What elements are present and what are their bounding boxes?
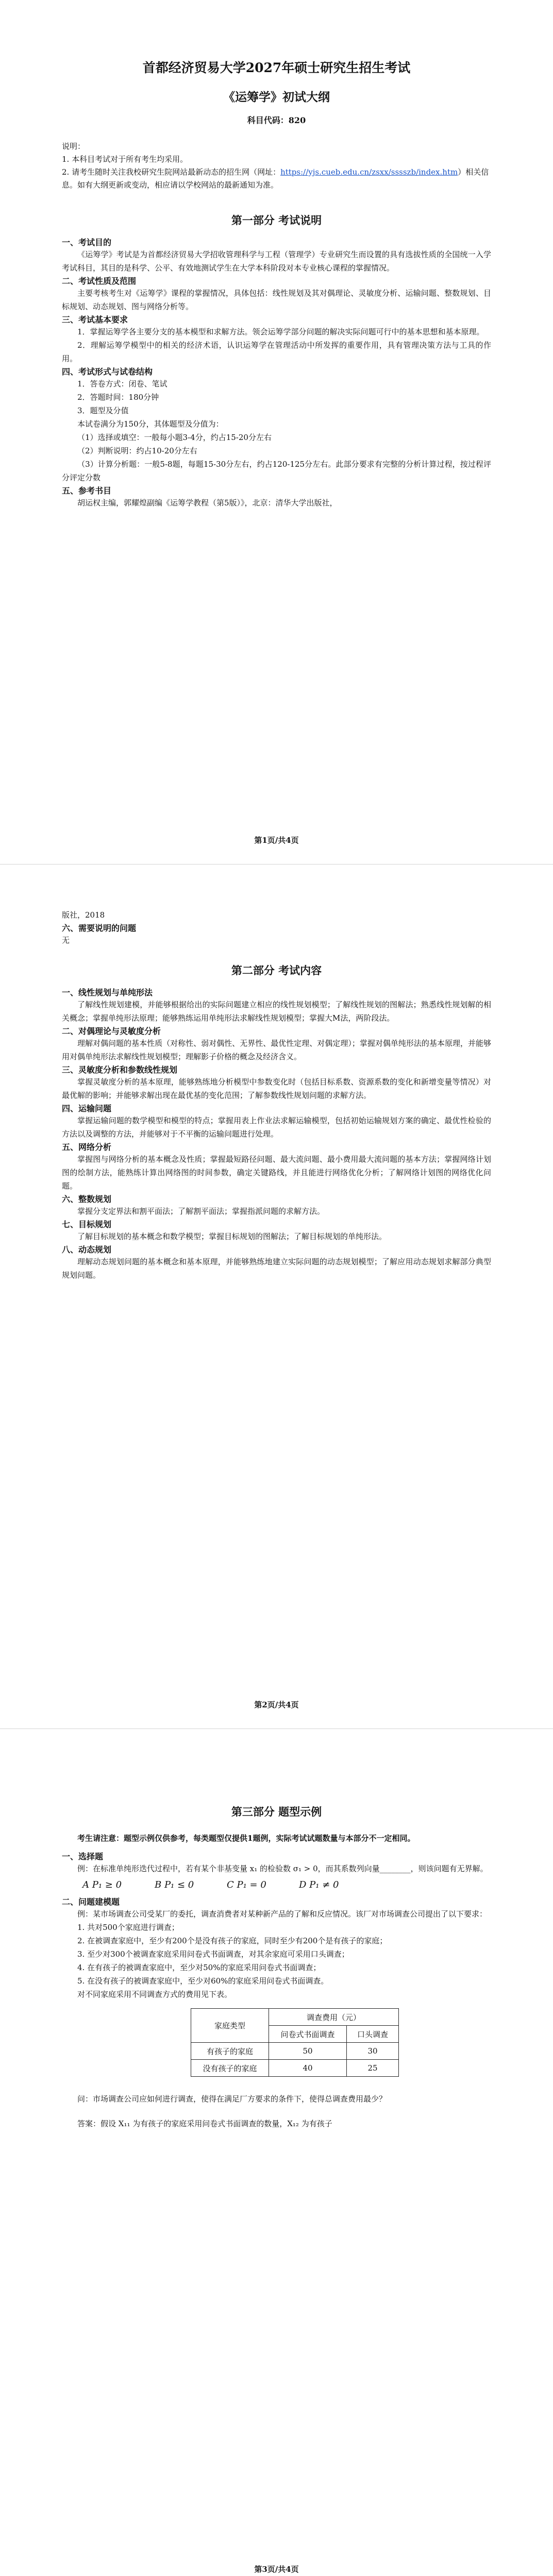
question-2-table-intro: 对不同家庭采用不同调查方式的费用见下表。 — [77, 1990, 232, 1999]
content-5-title: 五、网络分析 — [62, 1142, 112, 1152]
table-row — [191, 2060, 399, 2077]
page-footer: 第1页/共4页 — [254, 836, 299, 845]
section-4-line-5: （1）选择或填空：一般每小题3-4分，约占15-20分左右 — [77, 433, 272, 442]
question-2-intro: 例：某市场调查公司受某厂的委托，调查消费者对某种新产品的了解和反应情况。该厂对市场调查公司提出了以下要求： — [77, 1909, 488, 1919]
content-7-text: 了解目标规划的基本概念和数学模型；掌握目标规划的图解法；了解目标规划的单纯形法。 — [77, 1232, 387, 1241]
admission-website-link[interactable]: https://yjs.cueb.edu.cn/zsxx/sssszb/index.htm — [280, 167, 458, 177]
question-2-req-2: 2. 在被调查家庭中，至少有200个是没有孩子的家庭，同时至少有200个是有孩子的家庭； — [77, 1936, 388, 1945]
question-2-req-5: 5. 在没有孩子的被调查家庭中，至少对60%的家庭采用问卷式书面调查。 — [77, 1976, 329, 1986]
table-header-type: 家庭类型 — [191, 2009, 269, 2043]
note-2: 2. 请考生随时关注我校研究生院网站最新动态的招生网（网址：https://yjs.cueb.edu.cn/zsxx/sssszb/index.htm）相关信息。如有大纲更新或变动，相应请以学校网站的最新通知为准。 — [62, 167, 489, 190]
section-4-line-6: （2）判断说明：约占10-20分左右 — [77, 446, 197, 455]
content-2-title: 二、对偶理论与灵敏度分析 — [62, 1026, 161, 1036]
subject-code: 科目代码：820 — [247, 115, 306, 125]
section-5-title: 五、参考书目 — [62, 486, 112, 496]
section-4-line-7: （3）计算分析题：一般5-8题，每题15-30分左右，约占120-125分左右。此部分要求有完整的分析计算过程，按过程评分评定分数 — [62, 460, 491, 482]
page-2-content — [62, 908, 491, 1282]
question-2-answer: 答案：假设 X₁₁ 为有孩子的家庭采用问卷式书面调查的数量，X₁₂ 为有孩子 — [77, 2119, 332, 2128]
table-cell: 30 — [347, 2043, 399, 2060]
table-cell: 40 — [269, 2060, 347, 2077]
section-1-text: 《运筹学》考试是为首都经济贸易大学招收管理科学与工程（管理学）专业研究生而设置的具有选拔性质的全国统一入学考试科目，其目的是科学、公平、有效地测试学生在大学本科阶段对本专业核心课程的掌握情况。 — [62, 250, 491, 273]
section-1-title: 一、考试目的 — [62, 238, 112, 247]
section-6-text: 无 — [62, 936, 70, 945]
content-6-title: 六、整数规划 — [62, 1194, 112, 1204]
table-header-oral: 口头调查 — [347, 2026, 399, 2043]
syllabus-title: 《运筹学》初试大纲 — [223, 90, 330, 104]
question-2-ask: 问：市场调查公司应如何进行调查，使得在满足厂方要求的条件下，使得总调查费用最少？ — [77, 2094, 387, 2104]
page-3-content — [62, 1804, 491, 2130]
table-header-cost: 调查费用（元） — [269, 2009, 399, 2026]
exam-title: 首都经济贸易大学2027年硕士研究生招生考试 — [142, 60, 411, 75]
content-3-text: 掌握灵敏度分析的基本原理，能够熟练地分析模型中参数变化时（包括目标系数、资源系数的变化和新增变量等情况）对最优解的影响；并能够求解出现在最优基的变化范围；了解参数线性规划问题的求解方法。 — [62, 1077, 491, 1100]
question-2-req-3: 3. 至少对300个被调查家庭采用问卷式书面调查，对其余家庭可采用口头调查； — [77, 1950, 349, 1959]
content-6-text: 掌握分支定界法和割平面法；了解割平面法；掌握指派问题的求解方法。 — [77, 1207, 325, 1216]
part-3-title: 第三部分 题型示例 — [231, 1805, 322, 1818]
section-3-title: 三、考试基本要求 — [62, 315, 128, 325]
page-footer: 第3页/共4页 — [254, 2565, 299, 2574]
part-1-title: 第一部分 考试说明 — [231, 214, 322, 227]
table-cell: 25 — [347, 2060, 399, 2077]
question-1-title: 一、选择题 — [62, 1852, 104, 1861]
question-2-req-1: 1. 共对500个家庭进行调查； — [77, 1923, 179, 1932]
page-1 — [0, 0, 553, 864]
section-6-title: 六、需要说明的问题 — [62, 923, 137, 933]
option-b: B P₁ ≤ 0 — [155, 1879, 194, 1890]
section-3-text-1: 1．掌握运筹学各主要分支的基本模型和求解方法。领会运筹学部分问题的解决实际问题可行中的基本思想和基本原理。 — [77, 327, 484, 336]
option-a: A P₁ ≥ 0 — [82, 1879, 122, 1890]
content-3-title: 三、灵敏度分析和参数线性规划 — [62, 1065, 178, 1075]
page-1-content — [62, 58, 491, 510]
option-c: C P₁ = 0 — [227, 1879, 266, 1890]
question-1-options — [62, 1879, 491, 1890]
table-cell: 50 — [269, 2043, 347, 2060]
content-8-text: 理解动态规划问题的基本概念和基本原理，并能够熟练地建立实际问题的动态规划模型；了解应用动态规划求解部分典型规划问题。 — [62, 1257, 491, 1280]
section-2-text: 主要考核考生对《运筹学》课程的掌握情况，具体包括：线性规划及其对偶理论、灵敏度分析、运输问题、整数规划、目标规划、动态规划、图与网络分析等。 — [62, 289, 491, 311]
notes-label: 说明： — [62, 142, 86, 151]
content-7-title: 七、目标规划 — [62, 1219, 112, 1229]
content-8-title: 八、动态规划 — [62, 1245, 112, 1255]
option-d: D P₁ ≠ 0 — [299, 1879, 339, 1890]
content-1-title: 一、线性规划与单纯形法 — [62, 988, 153, 997]
page-2 — [0, 865, 553, 1728]
section-3-text-2: 2．理解运筹学模型中的相关的经济术语，认识运筹学在管理活动中所发挥的重要作用，具有管理决策方法与工具的作用。 — [62, 341, 491, 363]
sample-notice: 考生请注意：题型示例仅供参考，每类题型仅提供1题例，实际考试试题数量与本部分不一定相同。 — [77, 1834, 415, 1843]
section-5-text: 胡运权主编，郭耀煌副编《运筹学教程（第5版）》，北京：清华大学出版社， — [77, 498, 338, 507]
section-4-title: 四、考试形式与试卷结构 — [62, 367, 153, 377]
question-1-stem: 例：在标准单纯形迭代过程中，若有某个非基变量 x₁ 的检验数 σ₁ > 0，而其系数列向量________，则该问题有无界解。 — [77, 1864, 488, 1873]
note-1: 1. 本科目考试对于所有考生均采用。 — [62, 155, 188, 164]
table-row — [191, 2043, 399, 2060]
question-2-req-4: 4. 在有孩子的被调查家庭中，至少对50%的家庭采用问卷式书面调查； — [77, 1963, 321, 1972]
content-5-text: 掌握图与网络分析的基本概念及性质；掌握最短路径问题、最大流问题、最小费用最大流问题的基本方法；掌握网络计划图的绘制方法，能熟练计算出网络图的时间参数，确定关键路线，并且能进行网络优化分析；了解网络计划图的网络优化问题。 — [62, 1155, 491, 1191]
table-header-written: 问卷式书面调查 — [269, 2026, 347, 2043]
page-3 — [0, 1729, 553, 2576]
content-4-title: 四、运输问题 — [62, 1104, 112, 1113]
section-4-line-1: 1．答卷方式：闭卷、笔试 — [77, 379, 167, 388]
section-4-line-4: 本试卷满分为150分，其体题型及分值为： — [77, 419, 224, 429]
table-cell: 有孩子的家庭 — [191, 2043, 269, 2060]
section-2-title: 二、考试性质及范围 — [62, 276, 137, 286]
content-4-text: 掌握运输问题的数学模型和模型的特点；掌握用表上作业法求解运输模型，包括初始运输规划方案的确定、最优性检验的方法以及调整的方法，并能够对于不平衡的运输问题进行处理。 — [62, 1116, 491, 1139]
survey-cost-table — [191, 2008, 399, 2077]
section-4-line-3: 3．题型及分值 — [77, 406, 129, 415]
reference-continued: 版社，2018 — [62, 910, 105, 920]
question-2-title: 二、问题建模题 — [62, 1897, 120, 1907]
content-1-text: 了解线性规划建模，并能够根据给出的实际问题建立相应的线性规划模型；了解线性规划的图解法；熟悉线性规划解的相关概念；掌握单纯形法原理；能够熟练运用单纯形法求解线性规划模型；掌握大M法，两阶段法。 — [62, 1000, 491, 1023]
part-2-title: 第二部分 考试内容 — [231, 964, 322, 977]
table-cell: 没有孩子的家庭 — [191, 2060, 269, 2077]
page-footer: 第2页/共4页 — [254, 1700, 299, 1709]
section-4-line-2: 2．答题时间：180分钟 — [77, 393, 159, 402]
content-2-text: 理解对偶问题的基本性质（对称性、弱对偶性、无界性、最优性定理、对偶定理）；掌握对偶单纯形法的基本原理，并能够用对偶单纯形法求解线性规划模型；理解影子价格的概念及经济含义。 — [62, 1039, 491, 1061]
